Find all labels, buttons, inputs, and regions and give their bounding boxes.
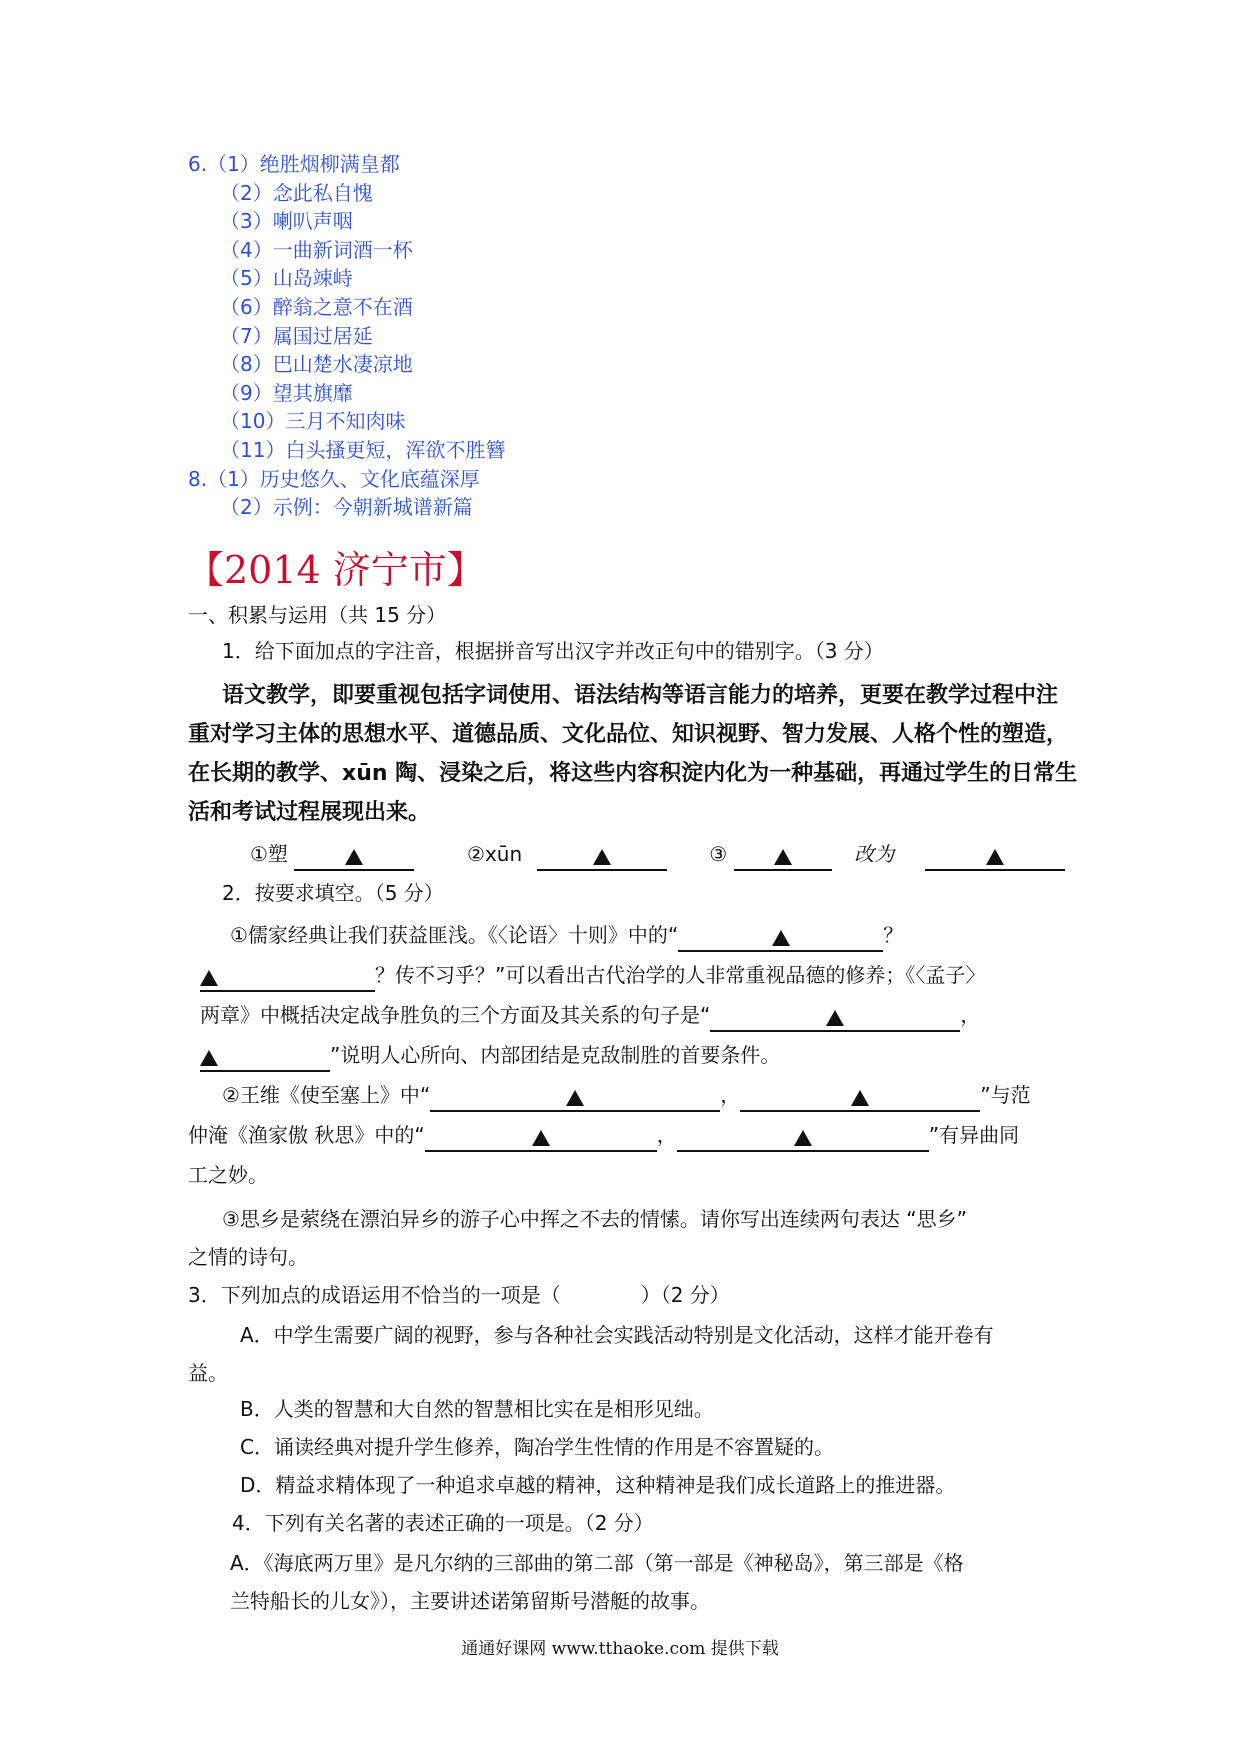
- answer-line: （7）属国过居延: [220, 323, 373, 348]
- q2-text: ①儒家经典让我们获益匪浅。《〈论语〉十则》中的“: [230, 923, 679, 947]
- q3-option-c: C．诵读经典对提升学生修养，陶冶学生性情的作用是不容置疑的。: [240, 1435, 834, 1459]
- q2-text: ，: [960, 1003, 981, 1027]
- answer-list: [188, 150, 505, 522]
- q2-blank-4[interactable]: [200, 1046, 330, 1072]
- page-footer: 通通好课网 www.tthaoke.com 提供下载: [461, 1639, 779, 1659]
- q2-blank-3[interactable]: [710, 1006, 960, 1032]
- question-3-stem: 3．下列加点的成语运用不恰当的一项是（ ）（2 分）: [188, 1283, 730, 1307]
- q1-passage-line-1: 语文教学，即要重视包括字词使用、语法结构等语言能力的培养，更要在教学过程中注: [222, 683, 1059, 708]
- q2-blank-6[interactable]: [740, 1086, 980, 1112]
- answer-triangle-icon: [593, 849, 611, 865]
- answer-line: （11）白头搔更短，浑欲不胜簪: [220, 437, 506, 462]
- answer-triangle-icon: [772, 930, 790, 946]
- q2-text: ②王维《使至塞上》中“: [222, 1083, 431, 1107]
- q2-line-7: 工之妙。: [188, 1163, 268, 1187]
- q2-text: 两章》中概括决定战争胜负的三个方面及其关系的句子是“: [200, 1003, 711, 1027]
- q1-item-3-label: ③: [709, 842, 728, 866]
- q2-line-1: [230, 920, 903, 952]
- q1-item-1-blank[interactable]: [294, 845, 414, 871]
- answer-triangle-icon: [826, 1010, 844, 1026]
- question-4-stem: 4．下列有关名著的表述正确的一项是。（2 分）: [232, 1511, 654, 1535]
- q3-option-a-line-1: A．中学生需要广阔的视野，参与各种社会实践活动特别是文化活动，这样才能开卷有: [240, 1323, 994, 1347]
- answer-triangle-icon: [986, 849, 1004, 865]
- q2-blank-5[interactable]: [430, 1086, 720, 1112]
- q4-option-a-line-1: A．《海底两万里》是凡尔纳的三部曲的第二部（第一部是《神秘岛》，第三部是《格: [230, 1551, 964, 1575]
- q2-line-4: [200, 1040, 780, 1072]
- q1-item-2-blank[interactable]: [537, 845, 667, 871]
- answer-line: （2）示例：今朝新城谱新篇: [220, 495, 473, 520]
- q2-text: ，: [720, 1083, 741, 1107]
- q3-option-b: B．人类的智慧和大自然的智慧相比实在是相形见绌。: [240, 1397, 714, 1421]
- q4-option-a-line-2: 兰特船长的儿女》），主要讲述诺第留斯号潜艇的故事。: [230, 1589, 710, 1613]
- answer-triangle-icon: [774, 849, 792, 865]
- q2-line-3: [200, 1000, 980, 1032]
- q2-text: 仲淹《渔家傲 秋思》中的“: [188, 1123, 425, 1147]
- section-heading: 一、积累与运用（共 15 分）: [188, 603, 447, 627]
- q2-blank-1[interactable]: [678, 926, 883, 952]
- question-2-stem: 2．按要求填空。（5 分）: [222, 881, 444, 905]
- q2-line-9: 之情的诗句。: [188, 1245, 308, 1269]
- answer-line: （3）喇叭声咽: [220, 209, 353, 234]
- answer-line: （10）三月不知肉味: [220, 409, 406, 434]
- answer-triangle-icon: [200, 1050, 218, 1066]
- q2-line-8: ③思乡是萦绕在漂泊异乡的游子心中挥之不去的情愫。请你写出连续两句表达 “思乡”: [222, 1207, 968, 1231]
- q2-blank-7[interactable]: [425, 1126, 657, 1152]
- answer-triangle-icon: [200, 970, 218, 986]
- q2-text: ”有异曲同: [928, 1123, 1020, 1147]
- q3-option-d: D．精益求精体现了一种追求卓越的精神，这种精神是我们成长道路上的推进器。: [240, 1473, 956, 1497]
- q1-item-3-blank[interactable]: [734, 845, 832, 871]
- answer-triangle-icon: [345, 849, 363, 865]
- q2-text: ？: [883, 923, 904, 947]
- answer-line: （6）醉翁之意不在酒: [220, 294, 413, 319]
- q2-blank-8[interactable]: [677, 1126, 929, 1152]
- section-title: 【2014 济宁市】: [186, 548, 485, 592]
- answer-triangle-icon: [851, 1090, 869, 1106]
- q1-item-2-label: ②xūn: [467, 842, 523, 866]
- answer-triangle-icon: [532, 1130, 550, 1146]
- answer-line: （2）念此私自愧: [220, 180, 373, 205]
- q1-item-4-blank[interactable]: [925, 845, 1065, 871]
- q3-option-a-line-2: 益。: [188, 1361, 228, 1385]
- answer-line: （9）望其旗靡: [220, 380, 353, 405]
- answer-line: （5）山岛竦峙: [220, 266, 353, 291]
- q2-line-6: [188, 1120, 1019, 1152]
- q2-blank-2[interactable]: [200, 966, 375, 992]
- q1-answer-row: [250, 839, 1065, 871]
- q2-text: ”说明人心所向、内部团结是克敌制胜的首要条件。: [330, 1043, 781, 1067]
- q1-passage-line-2: 重对学习主体的思想水平、道德品质、文化品位、知识视野、智力发展、人格个性的塑造，: [188, 722, 1069, 747]
- question-1-stem: 1．给下面加点的字注音，根据拼音写出汉字并改正句中的错别字。（3 分）: [222, 639, 884, 663]
- answer-line: 8.（1）历史悠久、文化底蕴深厚: [188, 466, 480, 491]
- q2-text: ”与范: [980, 1083, 1031, 1107]
- q2-line-5: [222, 1080, 1031, 1112]
- q2-text: ，: [656, 1123, 677, 1147]
- answer-line: （8）巴山楚水凄凉地: [220, 352, 413, 377]
- q1-change-label: 改为: [854, 842, 895, 866]
- q1-passage-line-3: 在长期的教学、xūn 陶、浸染之后，将这些内容积淀内化为一种基础，再通过学生的日常生: [188, 761, 1078, 786]
- answer-triangle-icon: [566, 1090, 584, 1106]
- q1-item-1-label: ①塑: [250, 842, 288, 866]
- answer-line: （4）一曲新词酒一杯: [220, 237, 413, 262]
- answer-triangle-icon: [794, 1130, 812, 1146]
- q1-passage-line-4: 活和考试过程展现出来。: [188, 800, 431, 825]
- q2-line-2: [200, 960, 985, 992]
- q2-text: ？传不习乎？”可以看出古代治学的人非常重视品德的修养；《〈孟子〉: [375, 963, 986, 987]
- answer-line: 6.（1）绝胜烟柳满皇都: [188, 152, 400, 176]
